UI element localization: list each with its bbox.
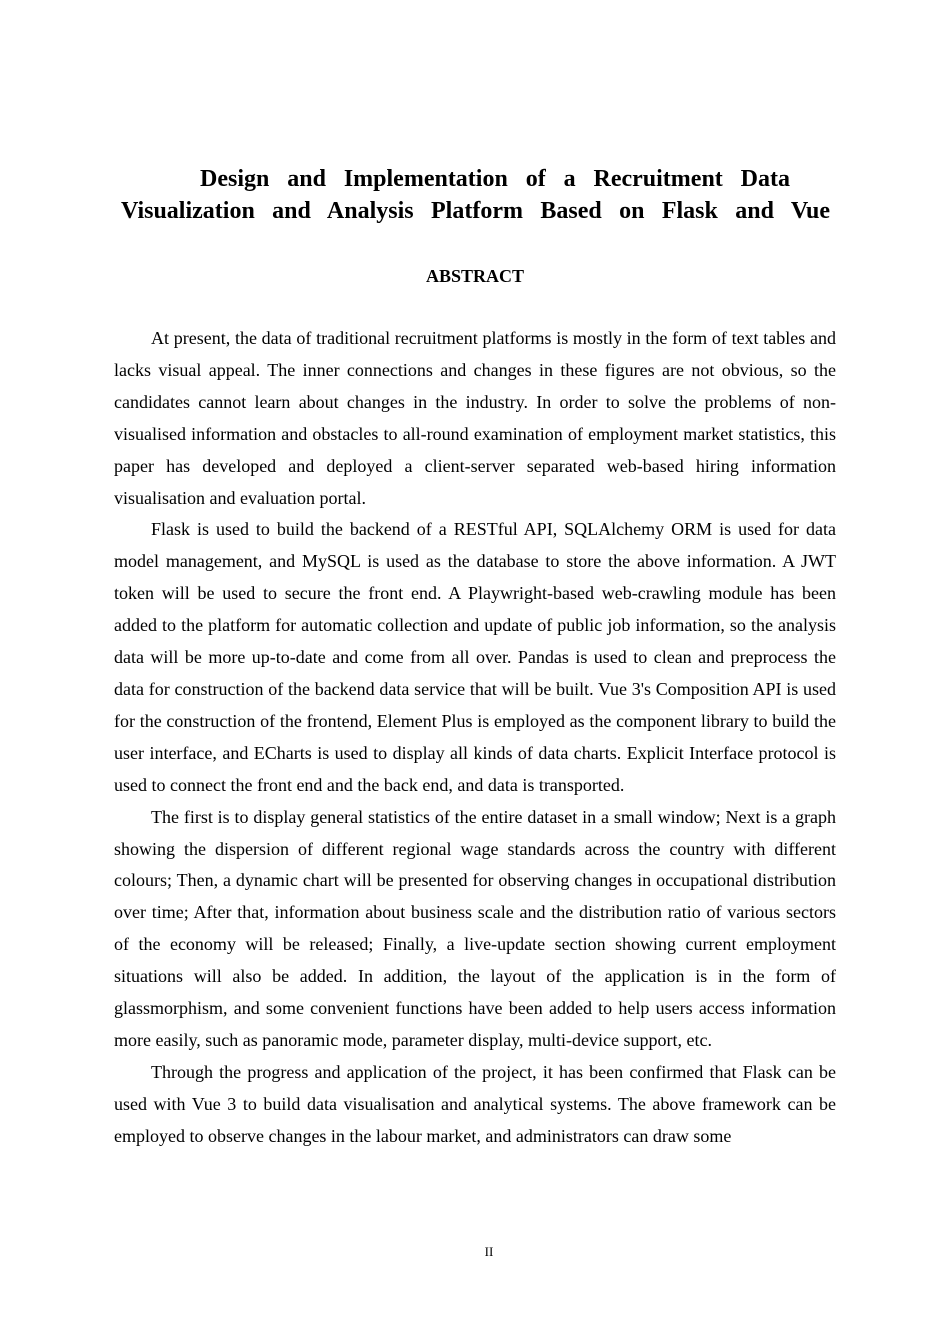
abstract-paragraph-4: Through the progress and application of the project, it has been confirmed that Flask can be used with Vue 3 to build data visualisation and analytical systems. The above framework can be employed to observe changes in the labour market, and administrators can draw some: [114, 1061, 836, 1146]
paper-title: [114, 163, 836, 227]
abstract-paragraph-3: The first is to display general statistics of the entire dataset in a small window; Next is a graph showing the dispersion of different regional wage standards across the country with different colours; Then, a dynamic chart will be presented for observing changes in occupational distribution over time; After that, information about business scale and the distribution ratio of various sectors of the economy will be released; Finally, a live-update section showing current employment situations will also be added. In addition, the layout of the application is in the form of glassmorphism, and some convenient functions have been added to help users access information more easily, such as panoramic mode, parameter display, multi-device support, etc.: [114, 806, 836, 1050]
abstract-paragraph-1: At present, the data of traditional recruitment platforms is mostly in the form of text tables and lacks visual appeal. The inner connections and changes in these figures are not obvious, so the candidates cannot learn about changes in the industry. In order to solve the problems of non-visualised information and obstacles to all-round examination of employment market statistics, this paper has developed and deployed a client-server separated web-based hiring information visualisation and evaluation portal.: [114, 328, 836, 508]
page-number: II: [484, 1244, 494, 1259]
abstract-paragraph-2: Flask is used to build the backend of a RESTful API, SQLAlchemy ORM is used for data model management, and MySQL is used as the database to store the above information. A JWT token will be used to secure the front end. A Playwright-based web-crawling module has been added to the platform for automatic collection and update of public job information, so the analysis data will be more up-to-date and come from all over. Pandas is used to clean and preprocess the data for construction of the backend data service that will be built. Vue 3's Composition API is used for the construction of the frontend, Element Plus is employed as the component library to build the user interface, and ECharts is used to display all kinds of data charts. Explicit Interface protocol is used to connect the front end and the back end, and data is transported.: [114, 519, 836, 795]
paper-title-line-2: Visualization and Analysis Platform Based on Flask and Vue: [121, 198, 830, 224]
abstract-heading: ABSTRACT: [425, 266, 525, 286]
paper-title-line-1: Design and Implementation of a Recruitment Data: [200, 166, 790, 192]
abstract-body: [114, 323, 836, 1153]
